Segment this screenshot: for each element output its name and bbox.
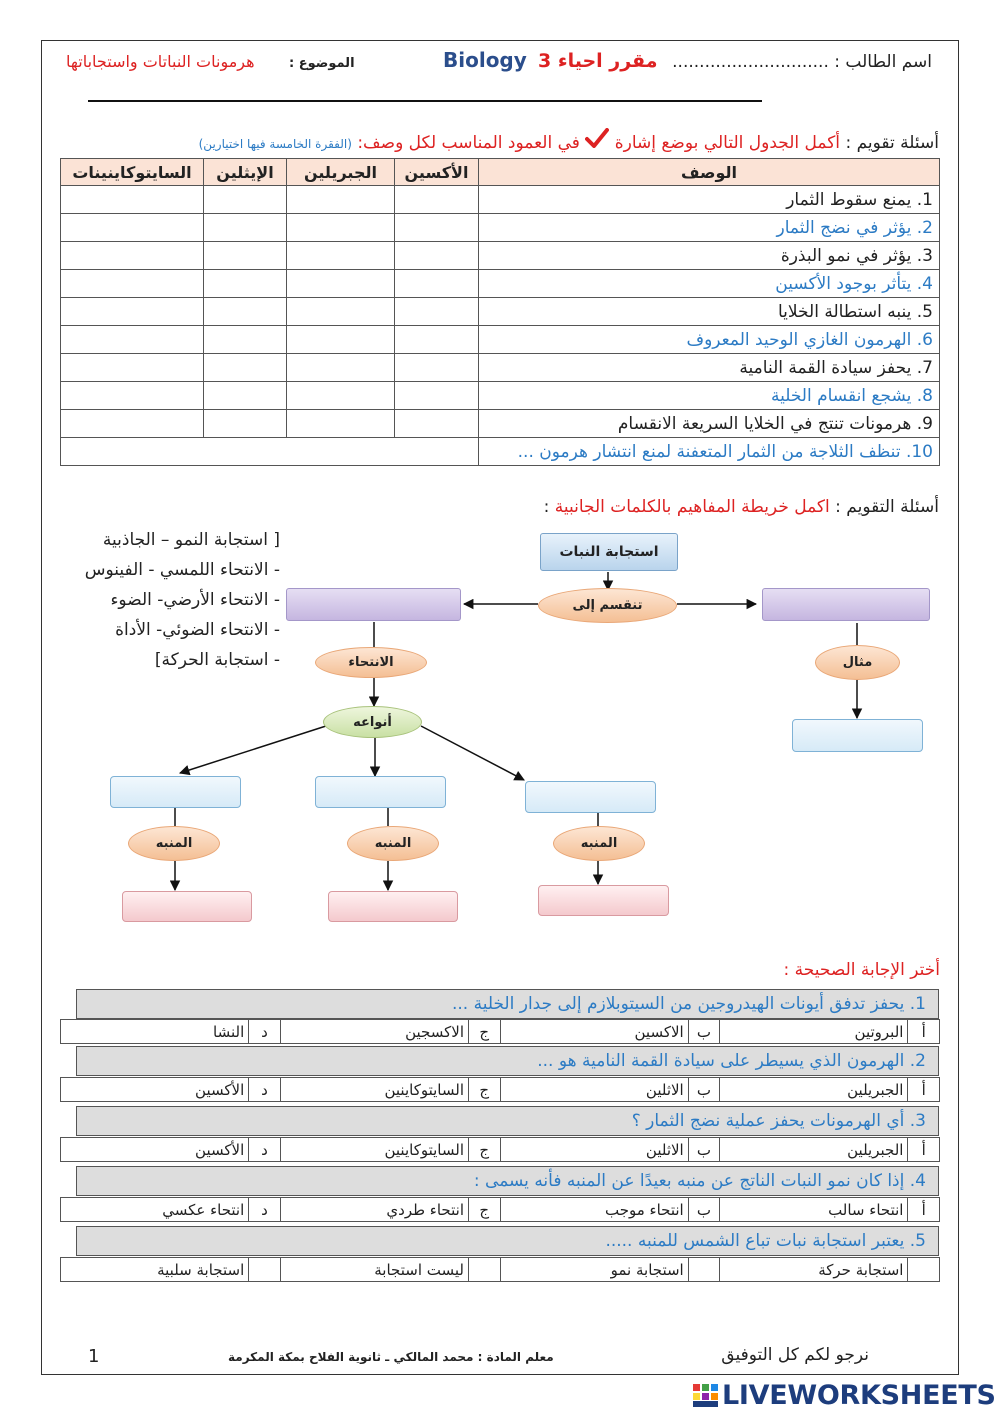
option-letter [908, 1258, 940, 1282]
options-row [60, 1137, 940, 1162]
option[interactable]: استجابة سلبية [61, 1258, 249, 1282]
topic-value: هرمونات النباتات واستجاباتها [66, 52, 255, 71]
section1-instruction2: في العمود المناسب لكل وصف: [357, 133, 580, 153]
option[interactable]: الأكسين [61, 1078, 249, 1102]
footer-wish: نرجو لكم كل التوفيق [721, 1345, 869, 1365]
section2-colon: : [543, 497, 550, 517]
option-letter: د [249, 1198, 281, 1222]
option[interactable]: البروتين [720, 1020, 908, 1044]
student-name-label: اسم الطالب : ............................. [672, 52, 932, 72]
course-title: مقرر احياء 3 [538, 50, 658, 72]
col-ethylene: الإيثلين [204, 159, 287, 186]
row-description: 4. يتأثر بوجود الأكسين [479, 270, 940, 298]
option[interactable]: ليست استجابة [280, 1258, 468, 1282]
section1-prefix: أسئلة تقويم : [845, 133, 939, 153]
map-blank-stimulus-1[interactable] [122, 891, 252, 922]
option-letter: ب [688, 1198, 720, 1222]
question [76, 989, 939, 1019]
word-bank-item: [ استجابة النمو – الجاذبية [102, 530, 280, 550]
question-text: 2. الهرمون الذي يسيطر على سيادة القمة النامية هو ... [537, 1051, 926, 1071]
map-tropism: الانتحاء [315, 647, 427, 678]
map-stimulus: المنبه [347, 826, 439, 861]
topic-label: الموضوع : [289, 56, 355, 71]
options-row [60, 1257, 940, 1282]
map-divides: تنقسم إلى [538, 588, 677, 623]
option[interactable]: الاكسجين [280, 1020, 468, 1044]
option[interactable]: السايتوكاينين [280, 1138, 468, 1162]
question [76, 1226, 939, 1256]
section1-instruction: أكمل الجدول التالي بوضع إشارة [614, 133, 841, 153]
row-description: 9. هرمونات تنتج في الخلايا السريعة الانقسام [479, 410, 940, 438]
map-stimulus: المنبه [553, 826, 645, 861]
arrow [180, 726, 326, 773]
question [76, 1166, 939, 1196]
liveworksheets-logo-icon [693, 1384, 719, 1408]
col-cytokinins: السايتوكاينينات [61, 159, 204, 186]
col-gibberellin: الجبريلين [287, 159, 395, 186]
section3-title: أختر الإجابة الصحيحة : [783, 960, 940, 980]
option[interactable]: انتحاء سالب [720, 1198, 908, 1222]
option-letter: أ [908, 1198, 940, 1222]
section2-prefix: أسئلة التقويم : [835, 497, 939, 517]
question-text: 5. يعتبر استجابة نبات تباع الشمس للمنبه ..... [605, 1231, 926, 1251]
option[interactable]: استجابة نمو [500, 1258, 688, 1282]
option-letter [249, 1258, 281, 1282]
map-blank-right[interactable] [762, 588, 930, 621]
word-bank-item: - استجابة الحركة] [154, 650, 280, 670]
map-types: أنواعه [323, 706, 422, 738]
row-description: 10. تنظف الثلاجة من الثمار المتعفنة لمنع انتشار هرمون ... [479, 438, 940, 466]
option[interactable]: الجبريلين [720, 1078, 908, 1102]
option-letter: أ [908, 1020, 940, 1044]
option-letter: ج [468, 1020, 500, 1044]
question-text: 1. يحفز تدفق أيونات الهيدروجين من السيتوبلازم إلى جدار الخلية ... [451, 994, 926, 1014]
map-blank-type-1[interactable] [110, 776, 241, 808]
map-root: استجابة النبات [540, 533, 678, 571]
arrow [421, 726, 524, 780]
option-letter: ج [468, 1078, 500, 1102]
row-description: 5. ينبه استطالة الخلايا [479, 298, 940, 326]
col-auxin: الأكسين [395, 159, 479, 186]
question-text: 4. إذا كان نمو النبات الناتج عن منبه بعيدًا عن المنبه فأنه يسمى : [473, 1171, 926, 1191]
options-row [60, 1077, 940, 1102]
option[interactable]: الجبريلين [720, 1138, 908, 1162]
question [76, 1106, 939, 1136]
row-description: 6. الهرمون الغازي الوحيد المعروف [479, 326, 940, 354]
map-blank-type-3[interactable] [525, 781, 656, 813]
options-row [60, 1019, 940, 1044]
row-description: 2. يؤثر في نضج الثمار [479, 214, 940, 242]
option-letter [688, 1258, 720, 1282]
row-description: 7. يحفز سيادة القمة النامية [479, 354, 940, 382]
option-letter: ب [688, 1020, 720, 1044]
option[interactable]: الاثلين [500, 1078, 688, 1102]
col-description: الوصف [479, 159, 940, 186]
question-text: 3. أي الهرمونات يحفز عملية نضج الثمار ؟ [631, 1111, 926, 1131]
row-description: 1. يمنع سقوط الثمار [479, 186, 940, 214]
option[interactable]: انتحاء موجب [500, 1198, 688, 1222]
question [76, 1046, 939, 1076]
map-blank-stimulus-3[interactable] [538, 885, 669, 916]
option[interactable]: الاكسين [500, 1020, 688, 1044]
option[interactable]: النشا [61, 1020, 249, 1044]
footer-teacher: معلم المادة : محمد المالكي ـ ثانوية الفلاح بمكة المكرمة [228, 1350, 554, 1364]
option[interactable]: انتحاء طردي [280, 1198, 468, 1222]
section2-instruction: اكمل خريطة المفاهيم بالكلمات الجانبية [554, 497, 830, 517]
word-bank-item: - الانتحاء الأرضي- الضوء [110, 590, 280, 610]
row-description: 8. يشجع انقسام الخلية [479, 382, 940, 410]
option-letter: أ [908, 1078, 940, 1102]
option-letter: د [249, 1020, 281, 1044]
option-letter: ب [688, 1138, 720, 1162]
map-blank-example[interactable] [792, 719, 923, 752]
map-example: مثال [815, 645, 900, 680]
map-blank-left[interactable] [286, 588, 461, 621]
map-blank-type-2[interactable] [315, 776, 446, 808]
liveworksheets-logo[interactable]: LIVEWORKSHEETS [722, 1380, 996, 1411]
option-letter: ب [688, 1078, 720, 1102]
option[interactable]: انتحاء عكسي [61, 1198, 249, 1222]
map-stimulus: المنبه [128, 826, 220, 861]
section1-note: (الفقرة الخامسة فيها اختيارين) [198, 137, 352, 151]
word-bank-item: - الانتحاء اللمسي - الفينوس [84, 560, 280, 580]
option[interactable]: السايتوكاينين [280, 1078, 468, 1102]
option-letter: د [249, 1138, 281, 1162]
word-bank-item: - الانتحاء الضوئي- الأداة [115, 620, 280, 640]
option-letter: د [249, 1078, 281, 1102]
option-letter: ج [468, 1198, 500, 1222]
option-letter: ج [468, 1138, 500, 1162]
option[interactable]: الأكسين [61, 1138, 249, 1162]
row-description: 3. يؤثر في نمو البذرة [479, 242, 940, 270]
option[interactable]: استجابة حركة [720, 1258, 908, 1282]
option-letter [468, 1258, 500, 1282]
map-blank-stimulus-2[interactable] [328, 891, 458, 922]
page-number: 1 [88, 1346, 100, 1367]
biology-label: Biology [443, 48, 527, 72]
options-row [60, 1197, 940, 1222]
option-letter: أ [908, 1138, 940, 1162]
option[interactable]: الاثلين [500, 1138, 688, 1162]
